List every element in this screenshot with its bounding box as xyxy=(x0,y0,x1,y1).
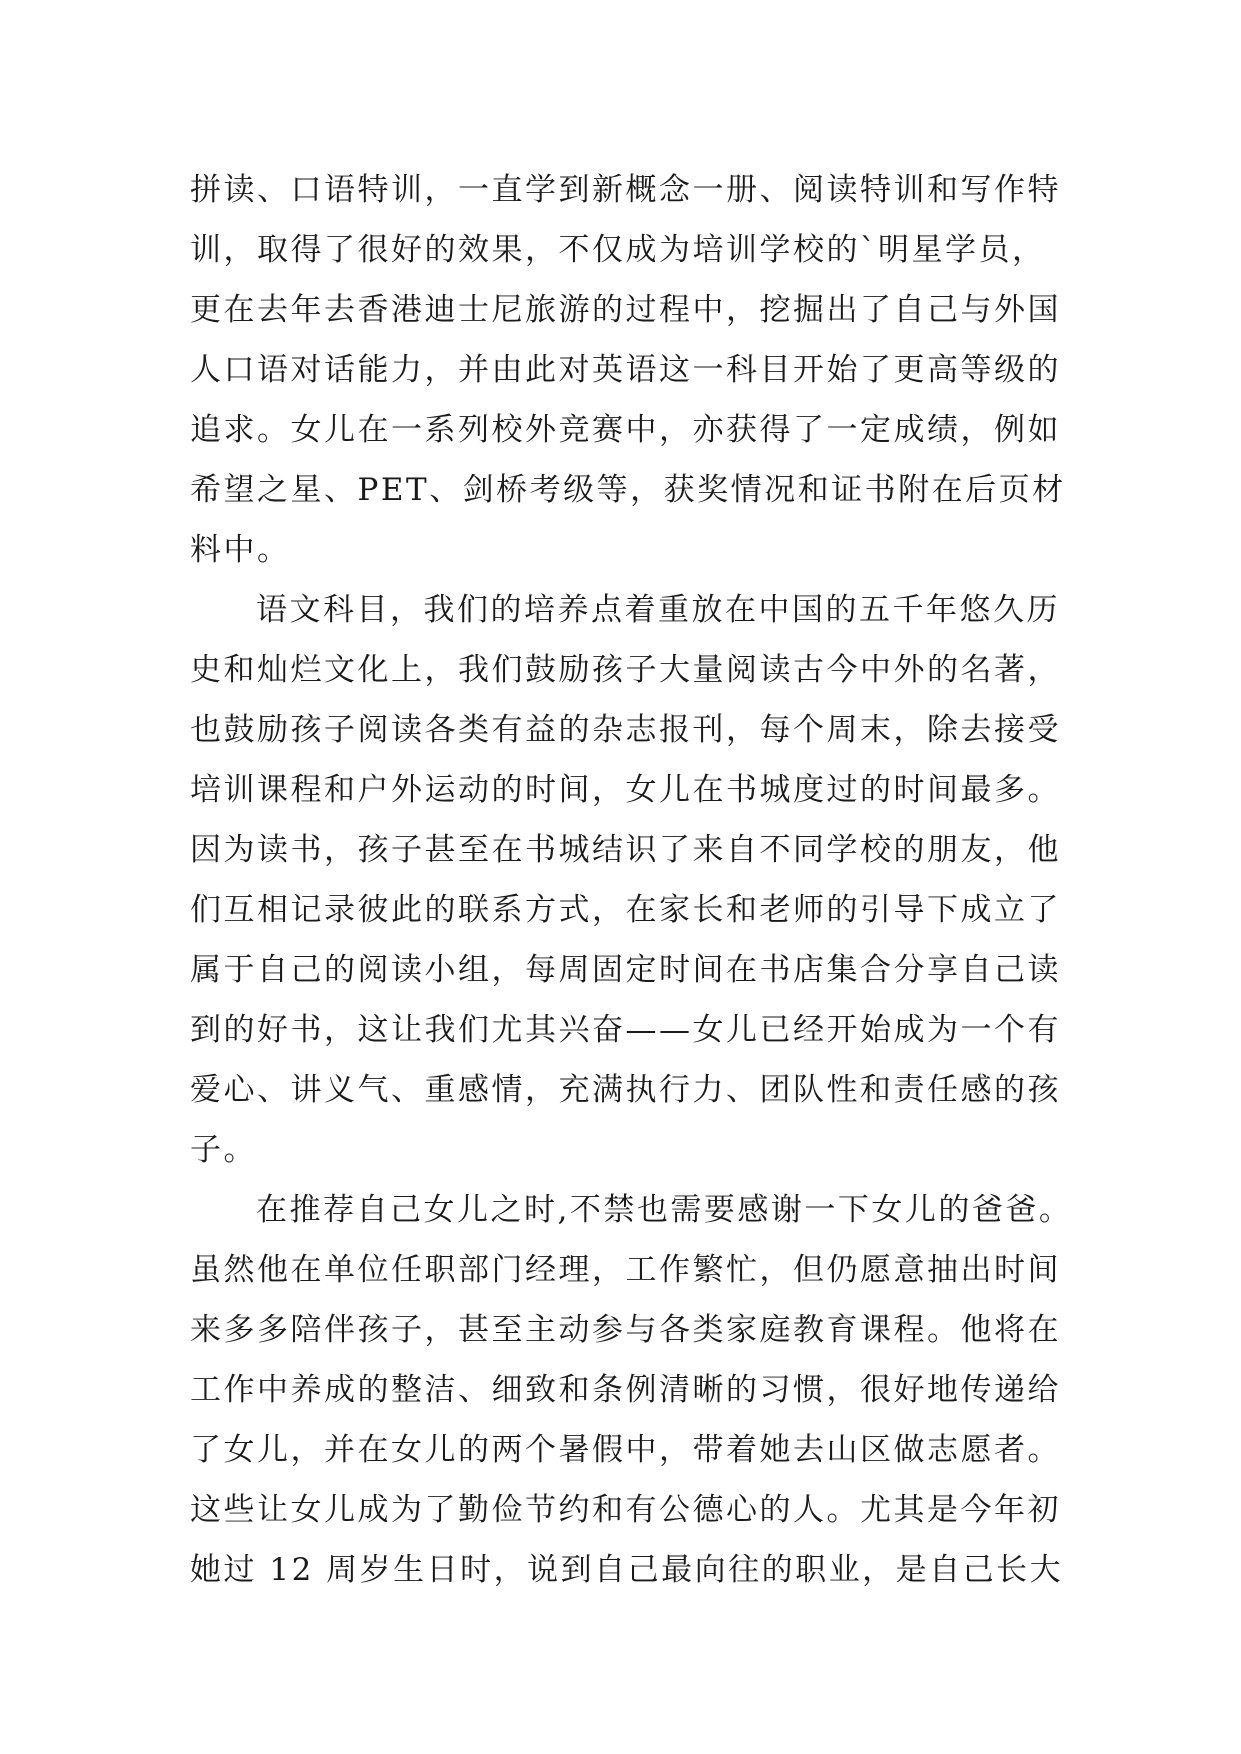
text-line: 属于自己的阅读小组，每周固定时间在书店集合分享自己读 xyxy=(190,952,1061,988)
text-line: 们互相记录彼此的联系方式，在家长和老师的引导下成立了 xyxy=(190,892,1061,928)
text-line: 这些让女儿成为了勤俭节约和有公德心的人。尤其是今年初 xyxy=(190,1492,1061,1528)
text-line: 追求。女儿在一系列校外竞赛中，亦获得了一定成绩，例如 xyxy=(190,412,1061,448)
body-text xyxy=(190,160,1073,1600)
text-line: 料中。 xyxy=(190,532,291,568)
text-line: 史和灿烂文化上，我们鼓励孩子大量阅读古今中外的名著， xyxy=(190,652,1061,688)
text-line: 工作中养成的整洁、细致和条例清晰的习惯，很好地传递给 xyxy=(190,1372,1061,1408)
text-line: 因为读书，孩子甚至在书城结识了来自不同学校的朋友，他 xyxy=(190,832,1061,868)
text-line: 也鼓励孩子阅读各类有益的杂志报刊，每个周末，除去接受 xyxy=(190,712,1061,748)
text-line: 希望之星、PET、剑桥考级等，获奖情况和证书附在后页材 xyxy=(190,472,1066,508)
text-line: 到的好书，这让我们尤其兴奋——女儿已经开始成为一个有 xyxy=(190,1012,1061,1048)
text-line: 子。 xyxy=(190,1132,257,1168)
text-line: 更在去年去香港迪士尼旅游的过程中，挖掘出了自己与外国 xyxy=(190,292,1061,328)
text-line: 培训课程和户外运动的时间，女儿在书城度过的时间最多。 xyxy=(190,772,1061,808)
text-line: 来多多陪伴孩子，甚至主动参与各类家庭教育课程。他将在 xyxy=(190,1312,1061,1348)
text-line: 拼读、口语特训，一直学到新概念一册、阅读特训和写作特 xyxy=(190,172,1061,208)
paragraph-start-line: 在推荐自己女儿之时,不禁也需要感谢一下女儿的爸爸。 xyxy=(256,1192,1073,1228)
text-line: 爱心、讲义气、重感情，充满执行力、团队性和责任感的孩 xyxy=(190,1072,1061,1108)
text-line: 人口语对话能力，并由此对英语这一科目开始了更高等级的 xyxy=(190,352,1061,388)
paragraph-start-line: 语文科目，我们的培养点着重放在中国的五千年悠久历 xyxy=(256,592,1060,628)
text-line: 她过 12 周岁生日时，说到自己最向往的职业，是自己长大 xyxy=(190,1552,1064,1588)
text-line: 训，取得了很好的效果，不仅成为培训学校的`明星学员， xyxy=(190,232,1046,268)
text-line: 虽然他在单位任职部门经理，工作繁忙，但仍愿意抽出时间 xyxy=(190,1252,1061,1288)
text-line: 了女儿，并在女儿的两个暑假中，带着她去山区做志愿者。 xyxy=(190,1432,1061,1468)
